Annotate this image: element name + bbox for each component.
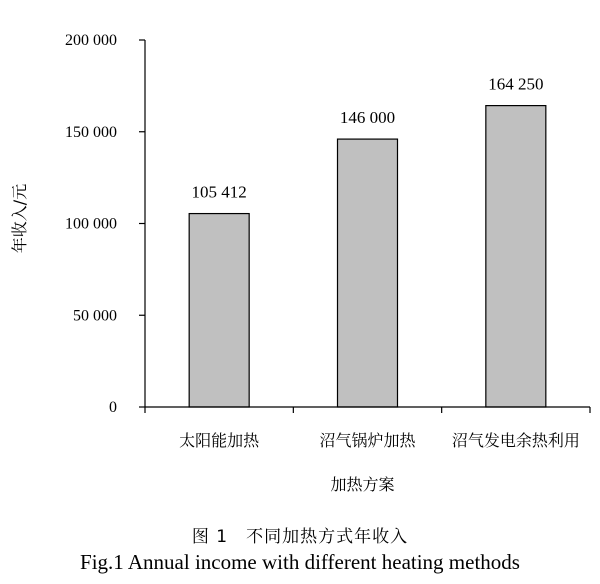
bars	[189, 106, 546, 407]
y-axis-title: 年收入/元	[10, 183, 29, 254]
figure-caption-cn: 图 1 不同加热方式年收入	[191, 527, 409, 547]
y-tick-label: 50 000	[73, 307, 117, 325]
figure-caption-en: Fig.1 Annual income with different heating methods	[80, 550, 520, 574]
x-category-label: 太阳能加热	[179, 431, 260, 450]
bar-value-label: 105 412	[191, 182, 247, 202]
bar	[486, 106, 546, 407]
y-tick-label: 0	[109, 399, 117, 416]
x-category-label: 沼气锅炉加热	[319, 431, 416, 450]
y-tick-label: 150 000	[65, 123, 117, 141]
bar	[338, 139, 398, 407]
x-category-label: 沼气发电余热利用	[451, 431, 580, 450]
x-axis-categories	[179, 431, 580, 450]
bar	[189, 214, 249, 407]
bar-value-label: 146 000	[339, 108, 396, 128]
bar-value-label: 164 250	[488, 74, 544, 94]
y-tick-label: 200 000	[65, 32, 117, 49]
y-tick-label: 100 000	[65, 215, 117, 233]
x-axis-title: 加热方案	[330, 475, 395, 494]
